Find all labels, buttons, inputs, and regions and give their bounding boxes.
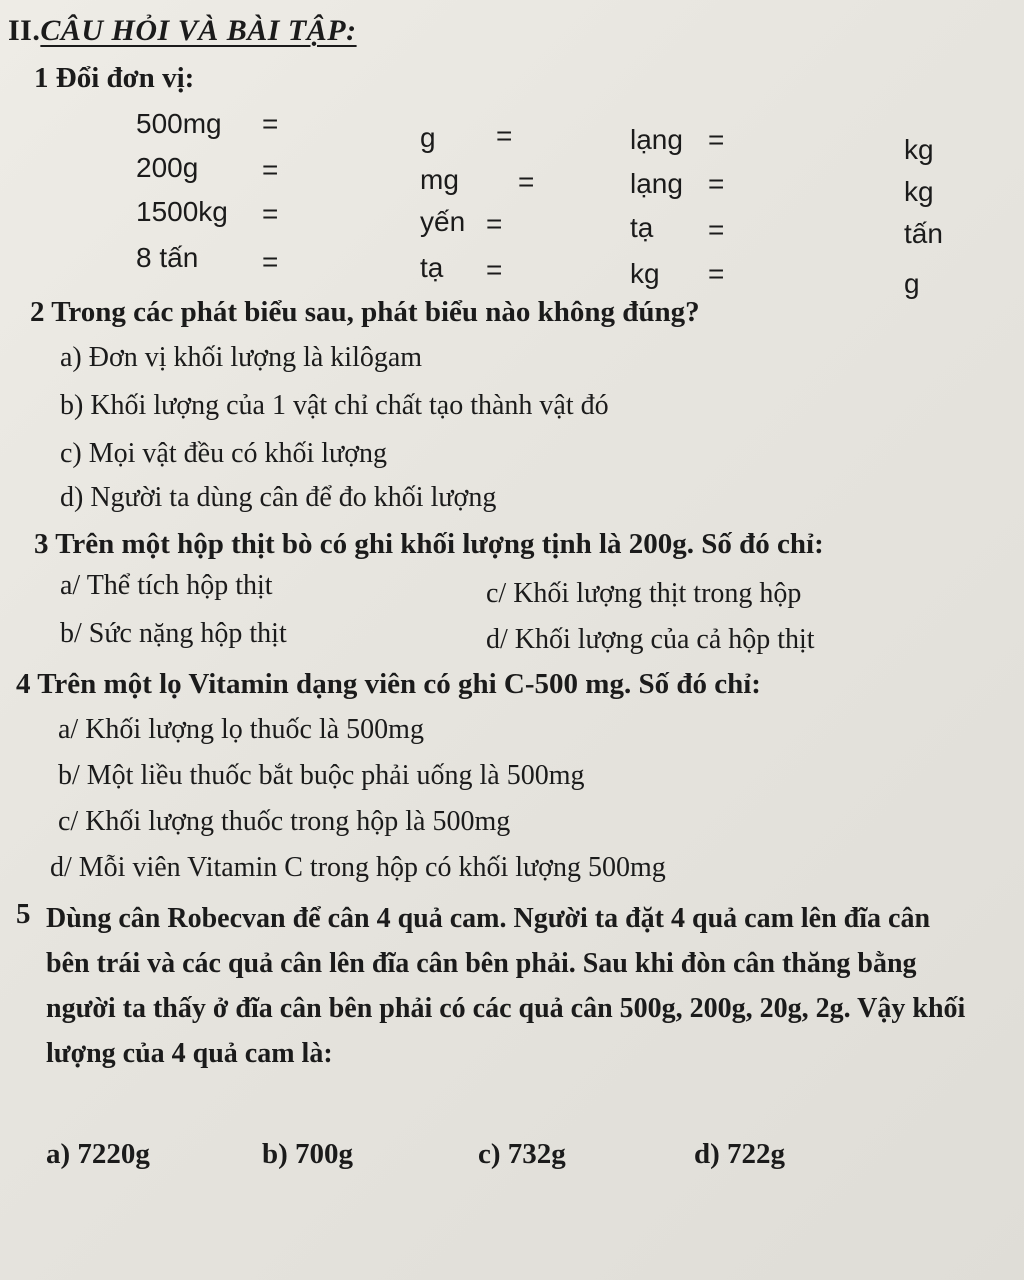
q1-r3-eq2: = bbox=[708, 258, 725, 289]
q1-r3-eq1: = bbox=[486, 254, 503, 285]
q1-r1-eq2: = bbox=[708, 168, 725, 199]
section-title: CÂU HỎI VÀ BÀI TẬP: bbox=[40, 14, 357, 47]
q1-r3-c3: g bbox=[904, 268, 920, 299]
q1-r3-c0: 8 tấn bbox=[136, 242, 199, 273]
q1-r0-eq1: = bbox=[496, 120, 513, 151]
q4-option-a: a/ Khối lượng lọ thuốc là 500mg bbox=[58, 714, 424, 745]
q3-option-c: c/ Khối lượng thịt trong hộp bbox=[486, 578, 802, 609]
q1-r3-c2: kg bbox=[630, 258, 660, 289]
q4-option-d: d/ Mỗi viên Vitamin C trong hộp có khối lượng 500mg bbox=[50, 852, 666, 883]
q1-r2-eq0: = bbox=[262, 198, 279, 229]
q5-option-d: d) 722g bbox=[694, 1138, 786, 1170]
q1-r1-c1: mg bbox=[420, 164, 459, 195]
q2-option-a: a) Đơn vị khối lượng là kilôgam bbox=[60, 342, 423, 373]
q3-title: 3 Trên một hộp thịt bò có ghi khối lượng tịnh là 200g. Số đó chỉ: bbox=[34, 528, 824, 560]
q1-r1-c0: 200g bbox=[136, 152, 199, 183]
q2-option-d: d) Người ta dùng cân để đo khối lượng bbox=[60, 482, 497, 513]
q1-r3-eq0: = bbox=[262, 246, 279, 277]
q5-option-b: b) 700g bbox=[262, 1138, 354, 1170]
q1-r1-c3: kg bbox=[904, 176, 934, 207]
section-heading bbox=[8, 14, 357, 48]
q1-r0-c2: lạng bbox=[630, 124, 683, 155]
q1-r0-c3: kg bbox=[904, 134, 934, 165]
q1-r0-eq2: = bbox=[708, 124, 725, 155]
q2-option-c: c) Mọi vật đều có khối lượng bbox=[60, 438, 388, 469]
section-number: II. bbox=[8, 14, 41, 47]
q1-r0-c1: g bbox=[420, 122, 436, 153]
q1-r2-c2: tạ bbox=[630, 212, 654, 243]
q1-r2-eq1: = bbox=[486, 208, 503, 239]
q1-r1-eq0: = bbox=[262, 154, 279, 185]
q4-title: 4 Trên một lọ Vitamin dạng viên có ghi C-500 mg. Số đó chỉ: bbox=[16, 668, 761, 700]
q5-option-a: a) 7220g bbox=[46, 1138, 150, 1170]
q1-r0-c0: 500mg bbox=[136, 108, 222, 139]
q5-text: Dùng cân Robecvan để cân 4 quả cam. Người ta đặt 4 quả cam lên đĩa cân bên trái và các quả cân lên đĩa cân bên phải. Sau khi đòn cân thăng bằng người ta thấy ở đĩa cân bên phải có các quả cân 500g, 200g, 20g, 2g. Vậy khối lượng của 4 quả cam là: bbox=[46, 903, 966, 1069]
q1-r2-c3: tấn bbox=[904, 218, 943, 249]
q2-option-b: b) Khối lượng của 1 vật chỉ chất tạo thành vật đó bbox=[60, 390, 609, 421]
q1-title: 1 Đổi đơn vị: bbox=[34, 62, 195, 94]
q4-option-b: b/ Một liều thuốc bắt buộc phải uống là 500mg bbox=[58, 760, 585, 791]
q1-r0-eq0: = bbox=[262, 108, 279, 139]
q1-r2-c1: yến bbox=[420, 206, 466, 237]
q1-r1-eq1: = bbox=[518, 166, 535, 197]
q5-number: 5 bbox=[16, 898, 31, 930]
q4-option-c: c/ Khối lượng thuốc trong hộp là 500mg bbox=[58, 806, 511, 837]
q1-r2-eq2: = bbox=[708, 214, 725, 245]
q3-option-d: d/ Khối lượng của cả hộp thịt bbox=[486, 624, 815, 655]
q3-option-a: a/ Thể tích hộp thịt bbox=[60, 570, 273, 601]
q2-title: 2 Trong các phát biểu sau, phát biểu nào không đúng? bbox=[30, 296, 700, 328]
q3-option-b: b/ Sức nặng hộp thịt bbox=[60, 618, 287, 649]
q1-r3-c1: tạ bbox=[420, 252, 444, 283]
q1-r2-c0: 1500kg bbox=[136, 196, 228, 227]
q1-r1-c2: lạng bbox=[630, 168, 683, 199]
q5-option-c: c) 732g bbox=[478, 1138, 566, 1170]
